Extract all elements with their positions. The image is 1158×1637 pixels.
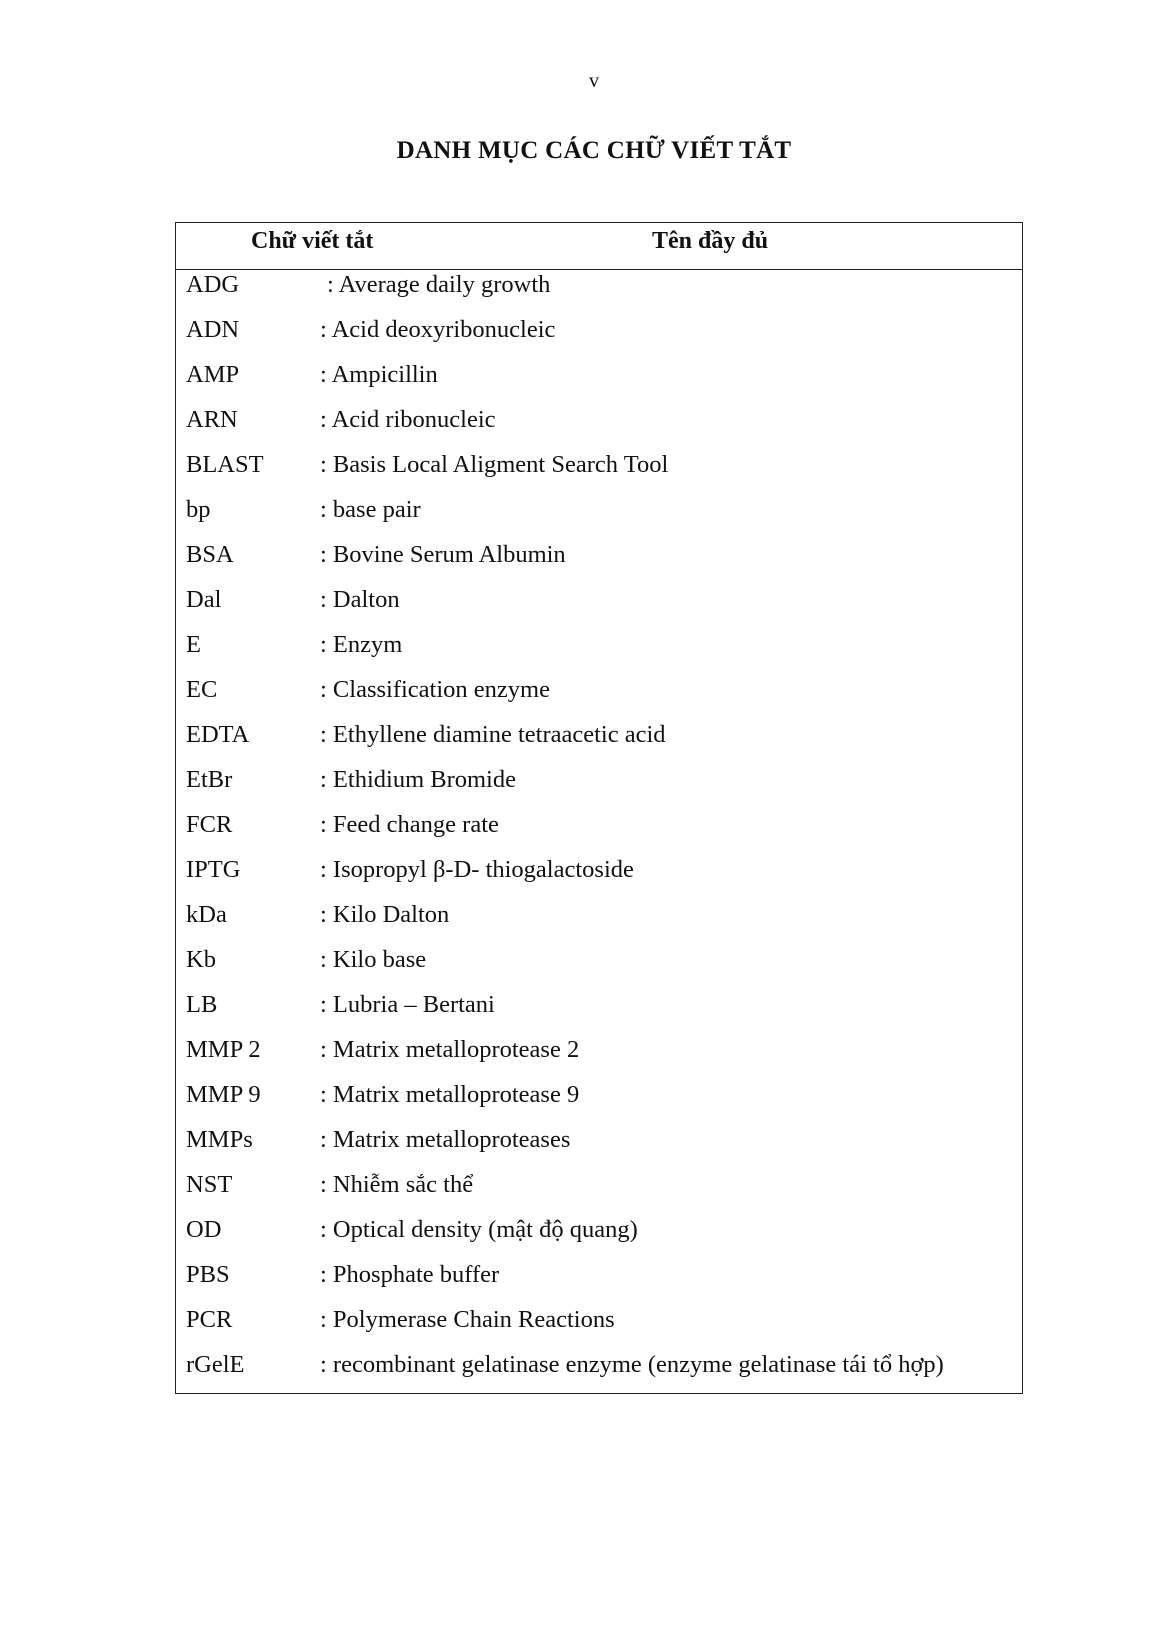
- abbreviation-cell: E: [186, 631, 201, 658]
- abbreviation-cell: MMP 2: [186, 1036, 261, 1063]
- table-row: [176, 900, 1022, 945]
- abbreviation-cell: MMPs: [186, 1126, 253, 1153]
- table-row: [176, 270, 1022, 315]
- abbreviation-cell: IPTG: [186, 856, 241, 883]
- full-name-cell: : Acid deoxyribonucleic: [320, 316, 556, 343]
- table-body: [176, 270, 1022, 1395]
- table-row: [176, 495, 1022, 540]
- full-name-cell: : Acid ribonucleic: [320, 406, 496, 433]
- abbreviation-cell: MMP 9: [186, 1081, 261, 1108]
- page-number: v: [589, 70, 599, 92]
- abbreviation-cell: EDTA: [186, 721, 250, 748]
- abbreviation-table: [175, 222, 1023, 1394]
- full-name-cell: : Bovine Serum Albumin: [320, 541, 566, 568]
- table-row: [176, 990, 1022, 1035]
- full-name-cell: : Enzym: [320, 631, 403, 658]
- column-header-abbreviation: Chữ viết tắt: [251, 228, 374, 254]
- full-name-cell: : Isopropyl β-D- thiogalactoside: [320, 856, 634, 883]
- abbreviation-cell: FCR: [186, 811, 233, 838]
- full-name-cell: : Dalton: [320, 586, 400, 613]
- abbreviation-cell: NST: [186, 1171, 233, 1198]
- full-name-cell: : Ethidium Bromide: [320, 766, 516, 793]
- abbreviation-cell: BLAST: [186, 451, 264, 478]
- abbreviation-cell: BSA: [186, 541, 234, 568]
- abbreviation-cell: AMP: [186, 361, 240, 388]
- abbreviation-cell: PCR: [186, 1306, 233, 1333]
- abbreviation-cell: Kb: [186, 946, 216, 973]
- abbreviation-cell: ARN: [186, 406, 238, 433]
- table-row: [176, 1035, 1022, 1080]
- full-name-cell: : Polymerase Chain Reactions: [320, 1306, 615, 1333]
- full-name-cell: : Matrix metalloprotease 9: [320, 1081, 580, 1108]
- table-row: [176, 585, 1022, 630]
- table-row: [176, 1215, 1022, 1260]
- abbreviation-cell: bp: [186, 496, 211, 523]
- table-row: [176, 1350, 1022, 1395]
- abbreviation-cell: rGelE: [186, 1351, 245, 1378]
- full-name-cell: : recombinant gelatinase enzyme (enzyme gelatinase tái tổ hợp): [320, 1351, 944, 1378]
- table-row: [176, 945, 1022, 990]
- table-header: [176, 223, 1022, 270]
- abbreviation-cell: EC: [186, 676, 218, 703]
- full-name-cell: : Nhiễm sắc thể: [320, 1171, 474, 1198]
- table-row: [176, 540, 1022, 585]
- abbreviation-cell: EtBr: [186, 766, 233, 793]
- full-name-cell: : Phosphate buffer: [320, 1261, 500, 1288]
- table-row: [176, 360, 1022, 405]
- full-name-cell: : Ampicillin: [320, 361, 438, 388]
- table-row: [176, 1125, 1022, 1170]
- full-name-cell: : Basis Local Aligment Search Tool: [320, 451, 669, 478]
- abbreviation-cell: PBS: [186, 1261, 230, 1288]
- table-row: [176, 630, 1022, 675]
- full-name-cell: : Kilo Dalton: [320, 901, 450, 928]
- full-name-cell: : base pair: [320, 496, 421, 523]
- abbreviation-cell: ADG: [186, 271, 240, 298]
- abbreviation-cell: LB: [186, 991, 218, 1018]
- table-row: [176, 765, 1022, 810]
- full-name-cell: : Classification enzyme: [320, 676, 550, 703]
- table-row: [176, 315, 1022, 360]
- full-name-cell: : Optical density (mật độ quang): [320, 1216, 638, 1243]
- full-name-cell: : Ethyllene diamine tetraacetic acid: [320, 721, 666, 748]
- column-header-full-name: Tên đầy đủ: [652, 228, 769, 254]
- abbreviation-cell: ADN: [186, 316, 240, 343]
- abbreviation-cell: OD: [186, 1216, 222, 1243]
- full-name-cell: : Average daily growth: [327, 271, 551, 298]
- table-row: [176, 450, 1022, 495]
- table-row: [176, 1080, 1022, 1125]
- full-name-cell: : Kilo base: [320, 946, 427, 973]
- full-name-cell: : Feed change rate: [320, 811, 499, 838]
- abbreviation-cell: Dal: [186, 586, 222, 613]
- abbreviation-cell: kDa: [186, 901, 227, 928]
- full-name-cell: : Matrix metalloproteases: [320, 1126, 571, 1153]
- table-row: [176, 720, 1022, 765]
- table-row: [176, 855, 1022, 900]
- full-name-cell: : Matrix metalloprotease 2: [320, 1036, 580, 1063]
- full-name-cell: : Lubria – Bertani: [320, 991, 495, 1018]
- page-title: DANH MỤC CÁC CHỮ VIẾT TẮT: [396, 137, 792, 164]
